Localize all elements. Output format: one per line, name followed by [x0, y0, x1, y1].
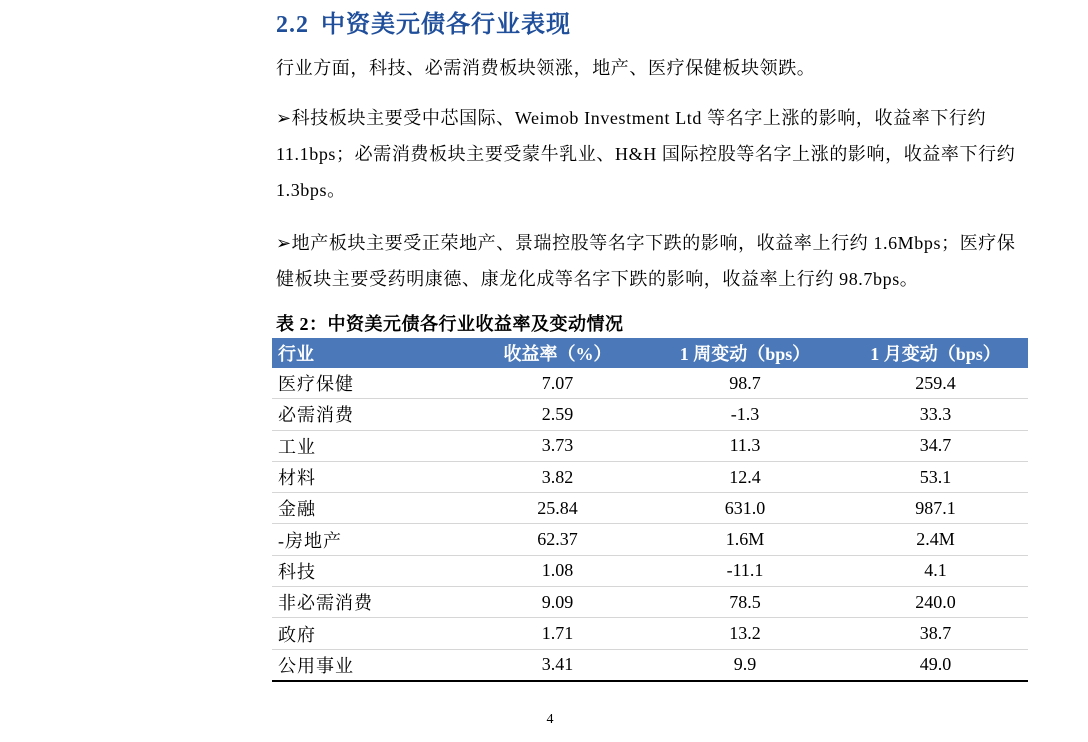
cell-industry: 材料: [272, 461, 462, 492]
cell-industry: 政府: [272, 618, 462, 649]
table-row: [272, 618, 1028, 649]
industry-yield-table: [272, 338, 1028, 682]
cell-1m-change: 240.0: [837, 587, 1028, 618]
table-row: [272, 524, 1028, 555]
cell-yield: 1.71: [462, 618, 647, 649]
cell-1m-change: 34.7: [837, 430, 1028, 461]
cell-industry: 必需消费: [272, 399, 462, 430]
section-number: 2.2: [276, 12, 309, 38]
cell-1w-change: 1.6M: [647, 524, 837, 555]
section-heading: [276, 4, 571, 39]
cell-1w-change: 13.2: [647, 618, 837, 649]
cell-1m-change: 4.1: [837, 555, 1028, 586]
cell-1m-change: 2.4M: [837, 524, 1028, 555]
section-title: 中资美元债各行业表现: [321, 12, 571, 38]
cell-1w-change: 12.4: [647, 461, 837, 492]
cell-yield: 25.84: [462, 493, 647, 524]
paragraph-losers: ➢地产板块主要受正荣地产、景瑞控股等名字下跌的影响，收益率上行约 1.6Mbps；医疗保健板块主要受药明康德、康龙化成等名字下跌的影响，收益率上行约 98.7bps。: [276, 233, 1016, 289]
table-row: [272, 649, 1028, 681]
cell-1m-change: 38.7: [837, 618, 1028, 649]
cell-yield: 2.59: [462, 399, 647, 430]
header-industry: 行业: [272, 338, 462, 368]
table-row: [272, 493, 1028, 524]
paragraph-gainers: ➢科技板块主要受中芯国际、Weimob Investment Ltd 等名字上涨的影响，收益率下行约 11.1bps；必需消费板块主要受蒙牛乳业、H&H 国际控股等名字上涨的影响，收益率下行约 1.3bps。: [276, 108, 1016, 200]
cell-1m-change: 987.1: [837, 493, 1028, 524]
cell-yield: 1.08: [462, 555, 647, 586]
cell-1m-change: 49.0: [837, 649, 1028, 681]
cell-industry: 医疗保健: [272, 368, 462, 399]
cell-industry: 科技: [272, 555, 462, 586]
cell-industry: 金融: [272, 493, 462, 524]
header-yield: 收益率（%）: [462, 338, 647, 368]
page-number: 4: [546, 712, 554, 727]
cell-1m-change: 53.1: [837, 461, 1028, 492]
cell-industry: 非必需消费: [272, 587, 462, 618]
cell-1w-change: -11.1: [647, 555, 837, 586]
header-1m-change: 1 月变动（bps）: [837, 338, 1028, 368]
cell-industry: 公用事业: [272, 649, 462, 681]
cell-industry: -房地产: [272, 524, 462, 555]
cell-1w-change: 631.0: [647, 493, 837, 524]
cell-yield: 62.37: [462, 524, 647, 555]
table-row: [272, 368, 1028, 399]
table-caption: 表 2：中资美元债各行业收益率及变动情况: [276, 314, 624, 334]
header-1w-change: 1 周变动（bps）: [647, 338, 837, 368]
table-row: [272, 555, 1028, 586]
table-row: [272, 399, 1028, 430]
cell-yield: 3.41: [462, 649, 647, 681]
cell-yield: 3.73: [462, 430, 647, 461]
cell-1w-change: 78.5: [647, 587, 837, 618]
cell-industry: 工业: [272, 430, 462, 461]
cell-yield: 9.09: [462, 587, 647, 618]
cell-1w-change: 11.3: [647, 430, 837, 461]
cell-1w-change: 9.9: [647, 649, 837, 681]
paragraph-summary: 行业方面，科技、必需消费板块领涨，地产、医疗保健板块领跌。: [276, 58, 816, 78]
table-row: [272, 461, 1028, 492]
cell-yield: 7.07: [462, 368, 647, 399]
table-row: [272, 587, 1028, 618]
cell-1w-change: -1.3: [647, 399, 837, 430]
table-header-row: [272, 338, 1028, 368]
cell-1m-change: 259.4: [837, 368, 1028, 399]
cell-1m-change: 33.3: [837, 399, 1028, 430]
cell-yield: 3.82: [462, 461, 647, 492]
cell-1w-change: 98.7: [647, 368, 837, 399]
table-row: [272, 430, 1028, 461]
